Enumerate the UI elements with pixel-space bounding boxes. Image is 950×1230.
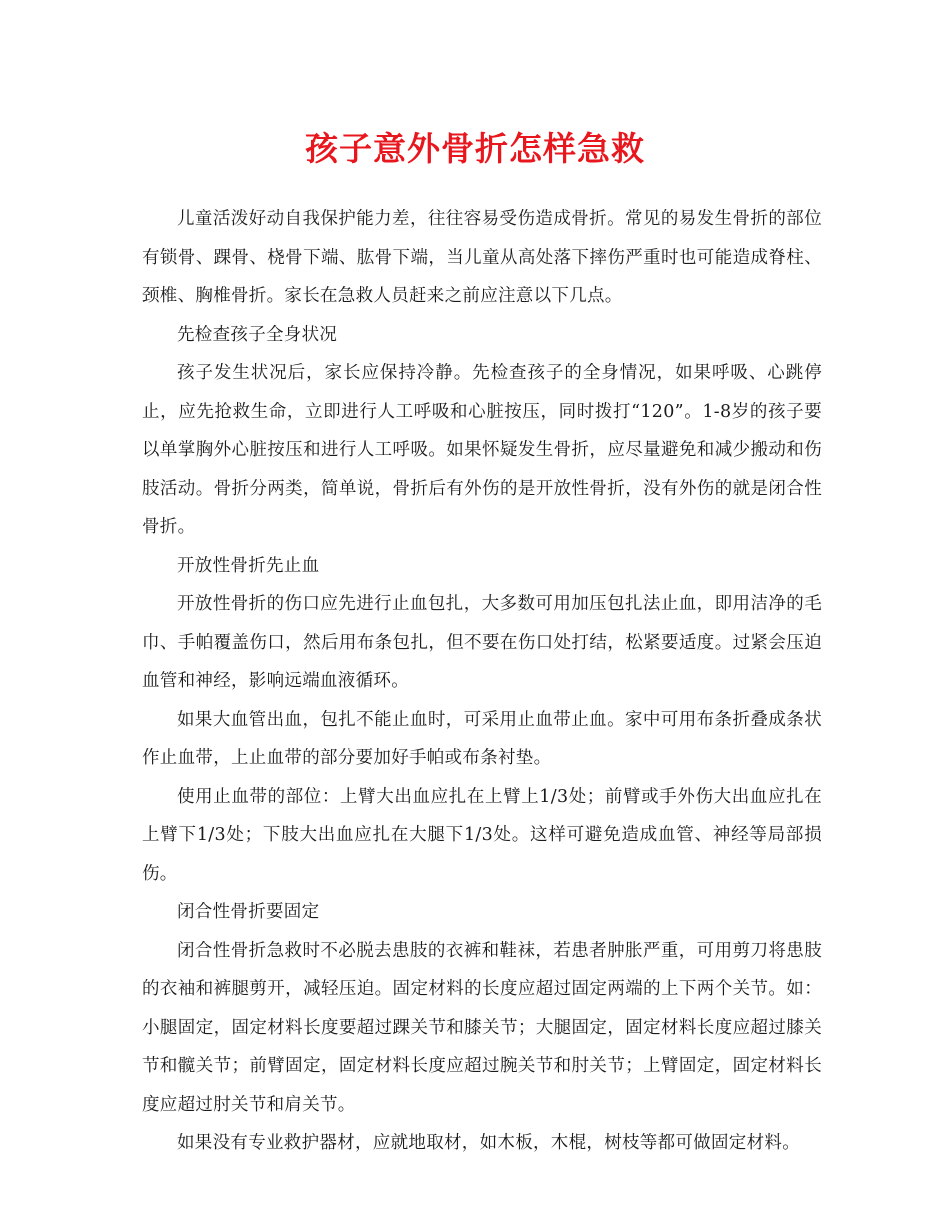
paragraph-improvised-materials: 如果没有专业救护器材，应就地取材，如木板，木棍，树枝等都可做固定材料。 [177, 1133, 800, 1153]
section-heading-check-condition: 先检查孩子全身状况 [177, 324, 338, 345]
paragraph-closed-fracture-fixation: 闭合性骨折急救时不必脱去患肢的衣裤和鞋袜，若患者肿胀严重，可用剪刀将患肢的衣袖和裤腿剪开，减轻压迫。固定材料的长度应超过固定两端的上下两个关节。如：小腿固定，固定材料长度要超过踝关节和膝关节；大腿固定，固定材料长度应超过膝关节和髋关节；前臂固定，固定材料长度应超过腕关节和肘关节；上臂固定，固定材料长度应超过肘关节和肩关节。 [142, 940, 822, 1115]
document-body [142, 200, 822, 1163]
paragraph-intro: 儿童活泼好动自我保护能力差，往往容易受伤造成骨折。常见的易发生骨折的部位有锁骨、踝骨、桡骨下端、肱骨下端，当儿童从高处落下摔伤严重时也可能造成脊柱、颈椎、胸椎骨折。家长在急救人员赶来之前应注意以下几点。 [142, 209, 822, 306]
paragraph-check-condition: 孩子发生状况后，家长应保持冷静。先检查孩子的全身情况，如果呼吸、心跳停止，应先抢救生命，立即进行人工呼吸和心脏按压，同时拨打“120”。1-8岁的孩子要以单掌胸外心脏按压和进行人工呼吸。如果怀疑发生骨折，应尽量避免和减少搬动和伤肢活动。骨折分两类，简单说，骨折后有外伤的是开放性骨折，没有外伤的就是闭合性骨折。 [142, 363, 822, 537]
paragraph-open-fracture-bandage: 开放性骨折的伤口应先进行止血包扎，大多数可用加压包扎法止血，即用洁净的毛巾、手帕覆盖伤口，然后用布条包扎，但不要在伤口处打结，松紧要适度。过紧会压迫血管和神经，影响远端血液循环。 [142, 594, 822, 691]
document-title: 孩子意外骨折怎样急救 [305, 129, 645, 168]
paragraph-tourniquet-position: 使用止血带的部位：上臂大出血应扎在上臂上1/3处；前臂或手外伤大出血应扎在上臂下1/3处；下肢大出血应扎在大腿下1/3处。这样可避免造成血管、神经等局部损伤。 [142, 786, 822, 884]
section-heading-closed-fracture: 闭合性骨折要固定 [177, 902, 320, 922]
section-heading-open-fracture: 开放性骨折先止血 [177, 555, 320, 576]
paragraph-tourniquet: 如果大血管出血，包扎不能止血时，可采用止血带止血。家中可用布条折叠成条状作止血带，上止血带的部分要加好手帕或布条衬垫。 [142, 709, 822, 768]
